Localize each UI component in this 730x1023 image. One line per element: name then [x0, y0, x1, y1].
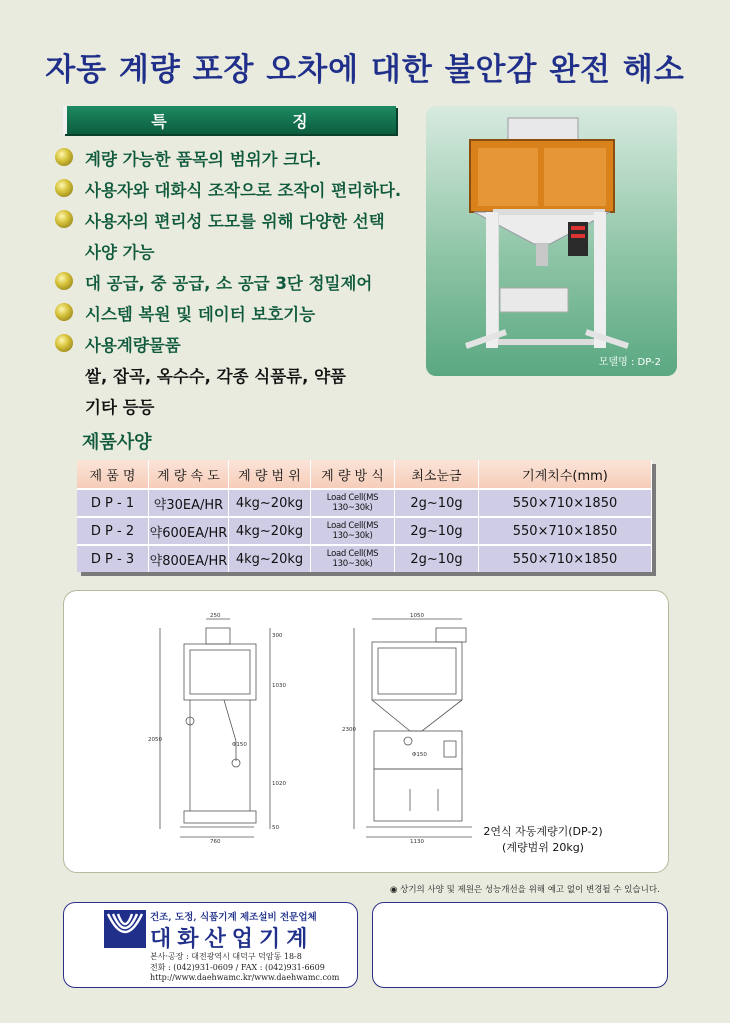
table-cell: 4kg~20kg — [229, 544, 311, 572]
company-tagline: 건조, 도정, 식품기계 제조설비 전문업체 — [150, 912, 317, 923]
table-row — [77, 544, 652, 572]
product-photo — [426, 106, 677, 376]
bullet-icon — [55, 210, 73, 228]
table-header-row — [77, 460, 652, 488]
dim-label: 1030 — [272, 683, 286, 689]
spec-section-title: 제품사양 — [82, 432, 152, 453]
table-cell: Load Cell(MS 130~30k) — [311, 488, 395, 516]
dim-label: 760 — [210, 839, 221, 845]
table-cell: Load Cell(MS 130~30k) — [311, 516, 395, 544]
dim-label: 1020 — [272, 781, 286, 787]
table-cell: 약800EA/HR — [149, 544, 229, 572]
company-website: http://www.daehwamc.kr/www.daehwamc.com — [150, 973, 340, 982]
feature-item-detail: 기타 등등 — [85, 398, 155, 417]
weighing-machine-illustration — [426, 106, 677, 376]
page-title: 자동 계량 포장 오차에 대한 불안감 완전 해소 — [45, 52, 685, 88]
dim-label: 50 — [272, 825, 279, 831]
table-header: 계 량 속 도 — [149, 460, 229, 488]
table-cell: 2g~10g — [395, 516, 479, 544]
drawing-caption: 2연식 자동계량기(DP-2) (계량범위 20kg) — [483, 825, 603, 854]
table-cell: 550×710×1850 — [479, 488, 652, 516]
feature-item: 대 공급, 중 공급, 소 공급 3단 정밀제어 — [55, 270, 415, 301]
feature-item-continued: 사양 가능 — [85, 243, 155, 262]
feature-item: 계량 가능한 품목의 범위가 크다. — [55, 146, 415, 177]
bullet-icon — [55, 272, 73, 290]
table-cell: 550×710×1850 — [479, 544, 652, 572]
dim-label: Φ150 — [232, 742, 247, 748]
table-header: 제 품 명 — [77, 460, 149, 488]
feature-list — [55, 146, 415, 425]
table-cell: D P - 2 — [77, 516, 149, 544]
spec-table — [77, 460, 652, 572]
table-cell: D P - 3 — [77, 544, 149, 572]
table-row — [77, 516, 652, 544]
model-caption: 모델명 : DP-2 — [598, 357, 661, 368]
blank-info-box — [372, 902, 668, 988]
table-cell: 550×710×1850 — [479, 516, 652, 544]
table-header: 최소눈금 — [395, 460, 479, 488]
table-cell: 약600EA/HR — [149, 516, 229, 544]
dim-label: 1130 — [410, 839, 424, 845]
dim-label: 250 — [210, 613, 221, 619]
features-heading-accent — [63, 106, 67, 134]
table-cell: 약30EA/HR — [149, 488, 229, 516]
feature-item: 사용계량물품 — [55, 332, 415, 363]
dim-label: 1050 — [410, 613, 424, 619]
feature-item: 사용자와 대화식 조작으로 조작이 편리하다. — [55, 177, 415, 208]
bullet-icon — [55, 179, 73, 197]
dim-label: Φ150 — [412, 752, 427, 758]
table-cell: D P - 1 — [77, 488, 149, 516]
table-row — [77, 488, 652, 516]
company-name: 대화산업기계 — [150, 927, 314, 952]
company-logo-icon — [104, 910, 146, 948]
table-cell: Load Cell(MS 130~30k) — [311, 544, 395, 572]
table-cell: 2g~10g — [395, 488, 479, 516]
features-heading: 특 징 — [63, 106, 396, 134]
bullet-icon — [55, 148, 73, 166]
dim-label: 2300 — [342, 727, 356, 733]
feature-item-detail: 쌀, 잡곡, 옥수수, 각종 식품류, 약품 — [85, 367, 347, 386]
table-cell: 2g~10g — [395, 544, 479, 572]
bullet-icon — [55, 334, 73, 352]
company-phone: 전화 : (042)931-0609 / FAX : (042)931-6609 — [150, 963, 325, 972]
feature-item: 사용자의 편리성 도모를 위해 다양한 선택 — [55, 208, 415, 239]
table-header: 기계치수(mm) — [479, 460, 652, 488]
bullet-icon — [55, 303, 73, 321]
table-header: 계 량 범 위 — [229, 460, 311, 488]
table-header: 계 량 방 식 — [311, 460, 395, 488]
dim-label: 300 — [272, 633, 283, 639]
table-cell: 4kg~20kg — [229, 488, 311, 516]
feature-item: 시스템 복원 및 데이터 보호기능 — [55, 301, 415, 332]
dim-label: 2050 — [148, 737, 162, 743]
table-cell: 4kg~20kg — [229, 516, 311, 544]
notice-text: ◉ 상기의 사양 및 제원은 성능개선을 위해 예고 없이 변경될 수 있습니다. — [390, 885, 660, 895]
company-address: 본사·공장 : 대전광역시 대덕구 덕암동 18-8 — [150, 952, 302, 961]
